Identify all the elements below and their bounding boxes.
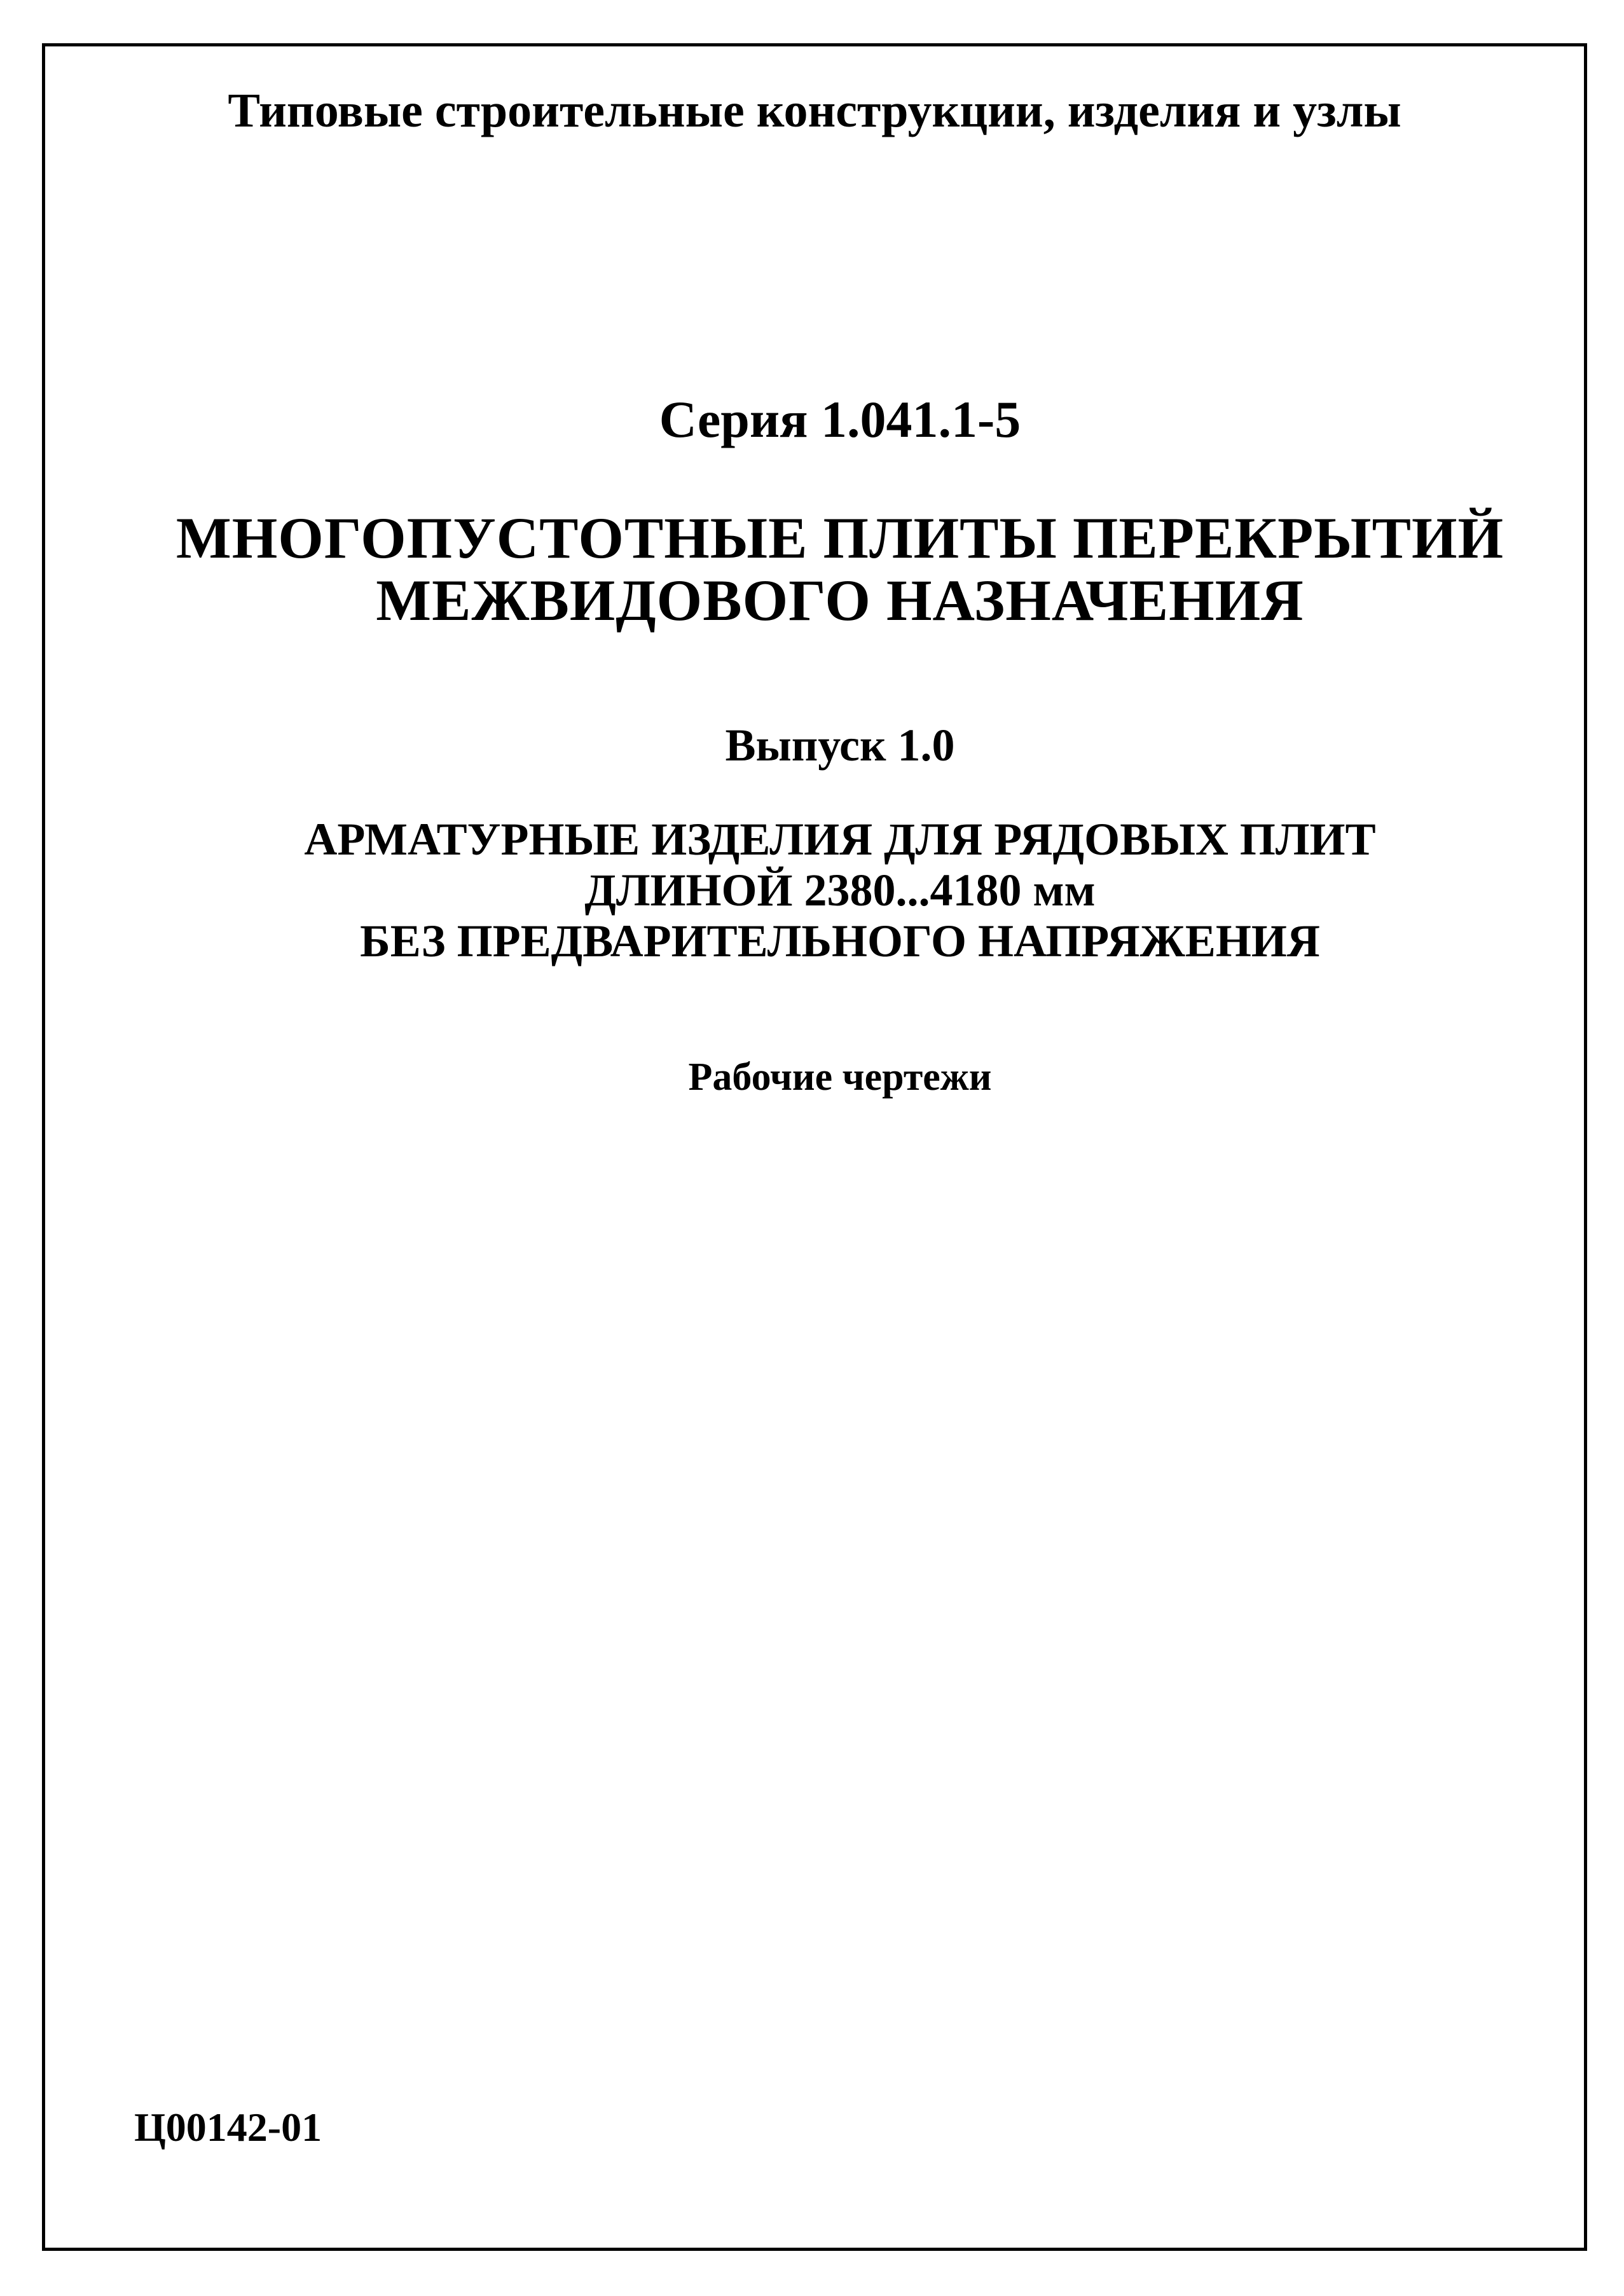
title-page-frame: [42, 43, 1587, 2251]
main-title-line-1: МНОГОПУСТОТНЫЕ ПЛИТЫ ПЕРЕКРЫТИЙ: [175, 505, 1504, 570]
series-number: Серия 1.041.1-5: [659, 390, 1021, 448]
issue-title-line-1: АРМАТУРНЫЕ ИЗДЕЛИЯ ДЛЯ РЯДОВЫХ ПЛИТ: [304, 814, 1376, 865]
series-header: Типовые строительные конструкции, изделия и узлы: [228, 84, 1401, 137]
issue-title-line-3: БЕЗ ПРЕДВАРИТЕЛЬНОГО НАПРЯЖЕНИЯ: [360, 916, 1320, 966]
issue-title-line-2: ДЛИНОЙ 2380...4180 мм: [584, 865, 1096, 916]
document-code: Ц00142-01: [134, 2105, 322, 2150]
document-type: Рабочие чертежи: [688, 1055, 992, 1099]
main-title-line-2: МЕЖВИДОВОГО НАЗНАЧЕНИЯ: [376, 568, 1304, 633]
issue-number: Выпуск 1.0: [725, 720, 955, 771]
